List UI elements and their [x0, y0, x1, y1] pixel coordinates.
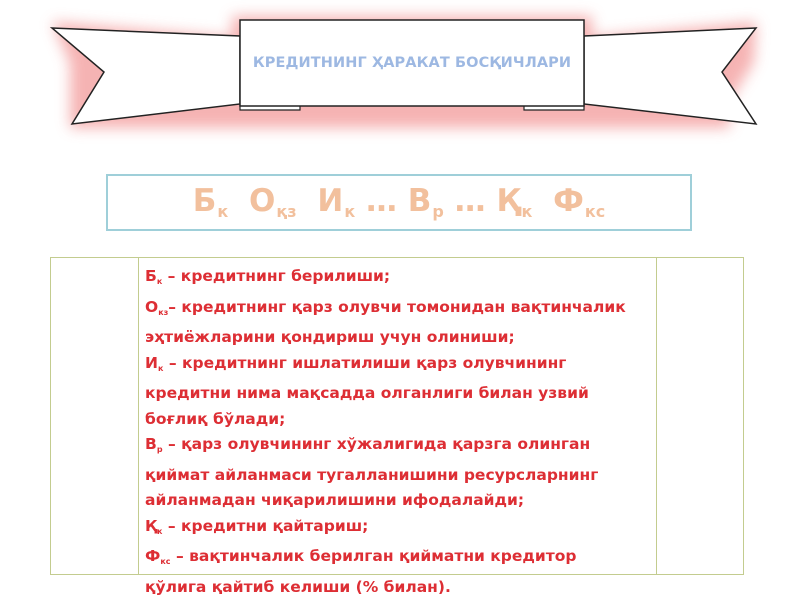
description-line: $Ф_{кс}$ – вақтинчалик берилган қийматни кредитор	[145, 547, 577, 566]
formula-term-f: $Ф_{кс}$	[553, 183, 606, 221]
description-table	[50, 257, 744, 596]
formula-term-v: $В_р$	[407, 183, 444, 221]
formula-box	[106, 174, 692, 231]
description-line: айланмадан чиқарилишини ифодалайди;	[145, 491, 525, 509]
description-line: кредитни нима мақсадда олганлиги билан узвий	[145, 384, 589, 402]
formula-term-b: $Б_к$	[192, 183, 229, 221]
formula-ellipsis-1: …	[365, 183, 397, 219]
banner-title: КРЕДИТНИНГ ҲАРАКАТ БОСҚИЧЛАРИ	[252, 55, 572, 71]
description-line: $Қ_к$ – кредитни қайтариш;	[145, 516, 369, 536]
description-text	[145, 264, 660, 600]
description-line: $Б_к$ – кредитнинг берилиши;	[145, 267, 391, 286]
description-line: эҳтиёжларини қондириш учун олиниши;	[145, 328, 515, 346]
formula-term-q: $Қ_к$	[496, 183, 533, 221]
description-line: $И_к$ – кредитнинг ишлатилиши қарз олувчининг	[145, 353, 567, 373]
description-line: $В_р$ – қарз олувчининг хўжалигида қарзга олинган	[145, 435, 591, 454]
formula-term-i: $И_к$	[317, 183, 356, 221]
description-line: қиймат айланмаси тугалланишини ресурсларнинг	[145, 465, 599, 484]
description-line: қўлига қайтиб келиши (% билан).	[145, 577, 451, 596]
description-line: боғлиқ бўлади;	[145, 409, 286, 428]
formula-term-o: $О_{қз}$	[249, 183, 297, 221]
description-line: $О_{кз}-$ кредитнинг қарз олувчи томонидан вақтинчалик	[145, 297, 626, 317]
formula	[108, 181, 690, 232]
table-left-column	[51, 258, 139, 574]
table-right-column	[656, 258, 743, 574]
formula-ellipsis-2: …	[454, 183, 486, 219]
